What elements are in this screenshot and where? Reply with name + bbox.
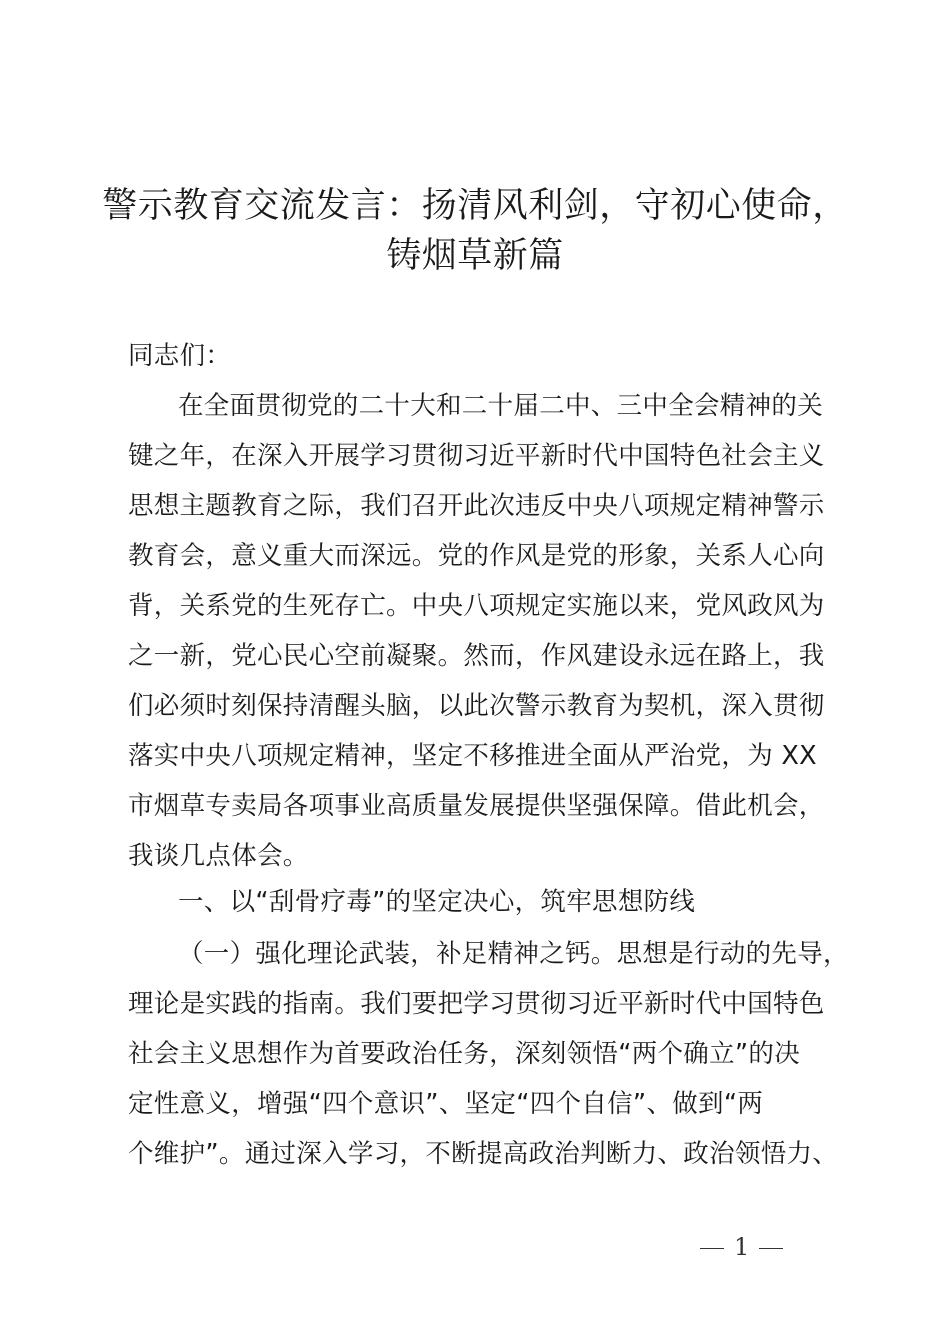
body-line: 市烟草专卖局各项事业高质量发展提供坚强保障。借此机会，: [128, 791, 825, 821]
body-line: 落实中央八项规定精神，坚定不移推进全面从严治党，为 XX: [128, 741, 817, 771]
page-number: 1: [734, 1233, 750, 1261]
body-line: 键之年，在深入开展学习贯彻习近平新时代中国特色社会主义: [128, 441, 825, 471]
body-line: 们必须时刻保持清醒头脑，以此次警示教育为契机，深入贯彻: [128, 691, 825, 721]
body-line: 之一新，党心民心空前凝聚。然而，作风建设永远在路上，我: [128, 641, 825, 671]
body-line: 个维护”。通过深入学习，不断提高政治判断力、政治领悟力、: [128, 1139, 839, 1169]
body-line: 在全面贯彻党的二十大和二十届二中、三中全会精神的关: [178, 391, 824, 421]
footer-dash-left: [700, 1248, 724, 1249]
body-line: 定性意义，增强“四个意识”、坚定“四个自信”、做到“两: [128, 1089, 764, 1119]
body-line: 教育会，意义重大而深远。党的作风是党的形象，关系人心向: [128, 541, 825, 571]
section-heading: 一、以“刮骨疗毒”的坚定决心，筑牢思想防线: [178, 887, 696, 917]
document-title-line-1: 警示教育交流发言：扬清风利剑，守初心使命，: [102, 186, 848, 226]
body-line: 背，关系党的生死存亡。中央八项规定实施以来，党风政风为: [128, 591, 825, 621]
page-footer: [700, 1232, 783, 1262]
footer-dash-right: [759, 1248, 783, 1249]
body-line: 思想主题教育之际，我们召开此次违反中央八项规定精神警示: [128, 491, 825, 521]
body-line: 我谈几点体会。: [128, 841, 309, 871]
body-line: 理论是实践的指南。我们要把学习贯彻习近平新时代中国特色: [128, 989, 825, 1019]
document-title-line-2: 铸烟草新篇: [386, 236, 564, 276]
body-line: （一）强化理论武装，补足精神之钙。思想是行动的先导，: [178, 939, 849, 969]
body-line: 社会主义思想作为首要政治任务，深刻领悟“两个确立”的决: [128, 1039, 801, 1069]
salutation: 同志们：: [128, 341, 232, 371]
